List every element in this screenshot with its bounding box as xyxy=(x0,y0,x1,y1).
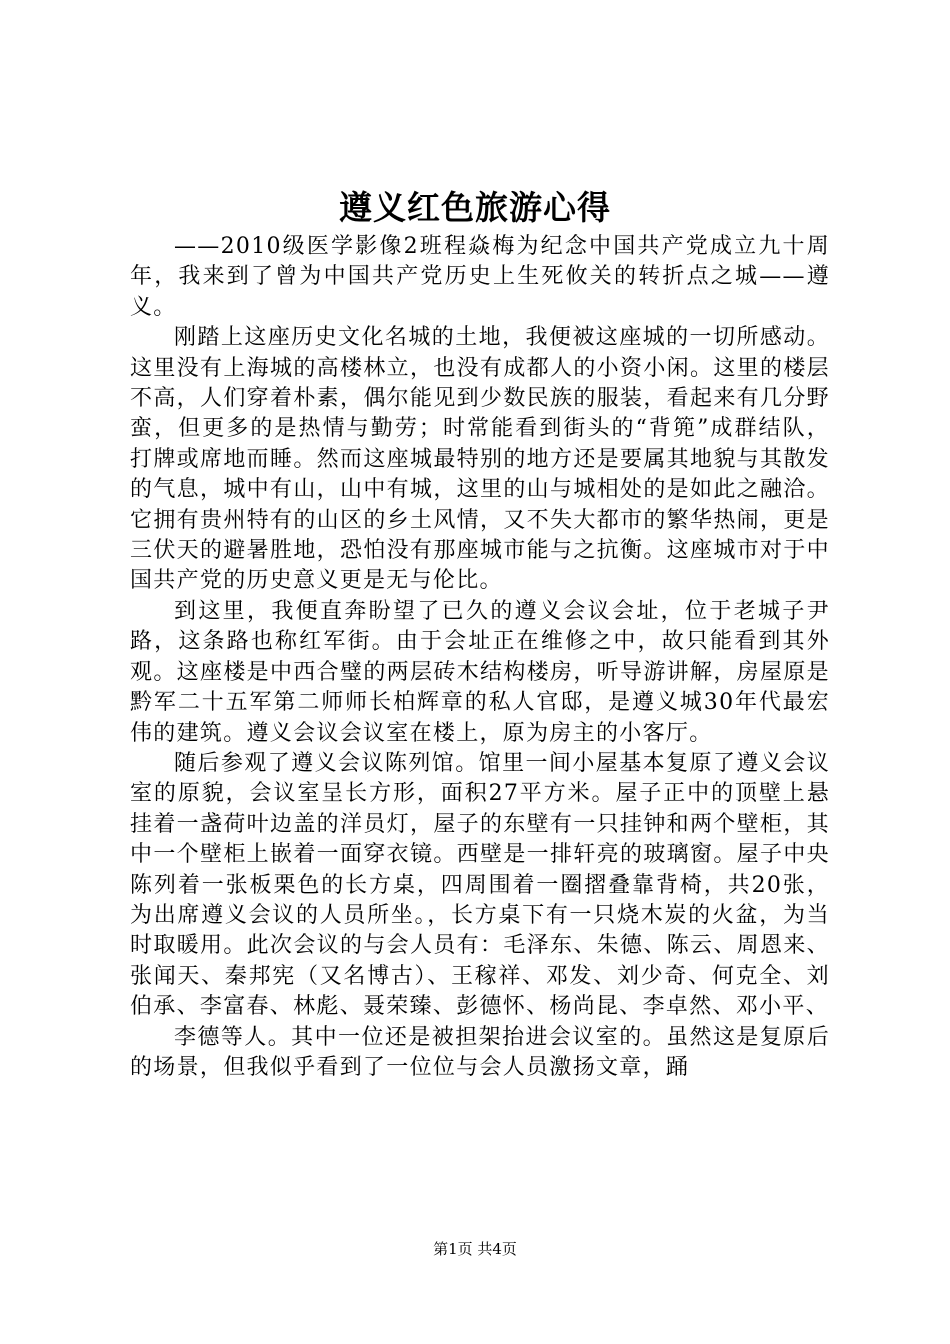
paragraph-continuation: 李德等人。其中一位还是被担架抬进会议室的。虽然这是复原后的场景，但我似乎看到了一位位与会人员激扬文章，踊 xyxy=(130,1024,830,1080)
document-body xyxy=(130,232,830,1083)
paragraph-intro: ——2010级医学影像2班程焱梅为纪念中国共产党成立九十周年，我来到了曾为中国共产党历史上生死攸关的转折点之城——遵义。 xyxy=(130,234,830,320)
page-number-footer: 第1页 共4页 xyxy=(433,1240,517,1258)
paragraph-meeting-site: 到这里，我便直奔盼望了已久的遵义会议会址，位于老城子尹路，这条路也称红军街。由于会址正在维修之中，故只能看到其外观。这座楼是中西合璧的两层砖木结构楼房，听导游讲解，房屋原是黔军二十五军第二师师长柏辉章的私人官邸，是遵义城30年代最宏伟的建筑。遵义会议会议室在楼上，原为房主的小客厅。 xyxy=(130,598,830,746)
paragraph-city-impression: 刚踏上这座历史文化名城的土地，我便被这座城的一切所感动。这里没有上海城的高楼林立，也没有成都人的小资小闲。这里的楼层不高，人们穿着朴素，偶尔能见到少数民族的服装，看起来有几分野蛮，但更多的是热情与勤劳；时常能看到街头的“背篼”成群结队，打牌或席地而睡。然而这座城最特别的地方还是要属其地貌与其散发的气息，城中有山，山中有城，这里的山与城相处的是如此之融洽。它拥有贵州特有的山区的乡土风情，又不失大都市的繁华热闹，更是三伏天的避暑胜地，恐怕没有那座城市能与之抗衡。这座城市对于中国共产党的历史意义更是无与伦比。 xyxy=(130,325,830,594)
document-title: 遵义红色旅游心得 xyxy=(339,188,611,227)
paragraph-exhibition-hall: 随后参观了遵义会议陈列馆。馆里一间小屋基本复原了遵义会议室的原貌，会议室呈长方形，面积27平方米。屋子正中的顶壁上悬挂着一盏荷叶边盖的洋员灯，屋子的东壁有一只挂钟和两个壁柜，其中一个壁柜上嵌着一面穿衣镜。西壁是一排轩亮的玻璃窗。屋子中央陈列着一张板栗色的长方桌，四周围着一圈摺叠靠背椅，共20张，为出席遵义会议的人员所坐。，长方桌下有一只烧木炭的火盆，为当时取暖用。此次会议的与会人员有：毛泽东、朱德、陈云、周恩来、张闻天、秦邦宪（又名博古）、王稼祥、邓发、刘少奇、何克全、刘伯承、李富春、林彪、聂荣臻、彭德怀、杨尚昆、李卓然、邓小平、 xyxy=(130,750,830,1020)
